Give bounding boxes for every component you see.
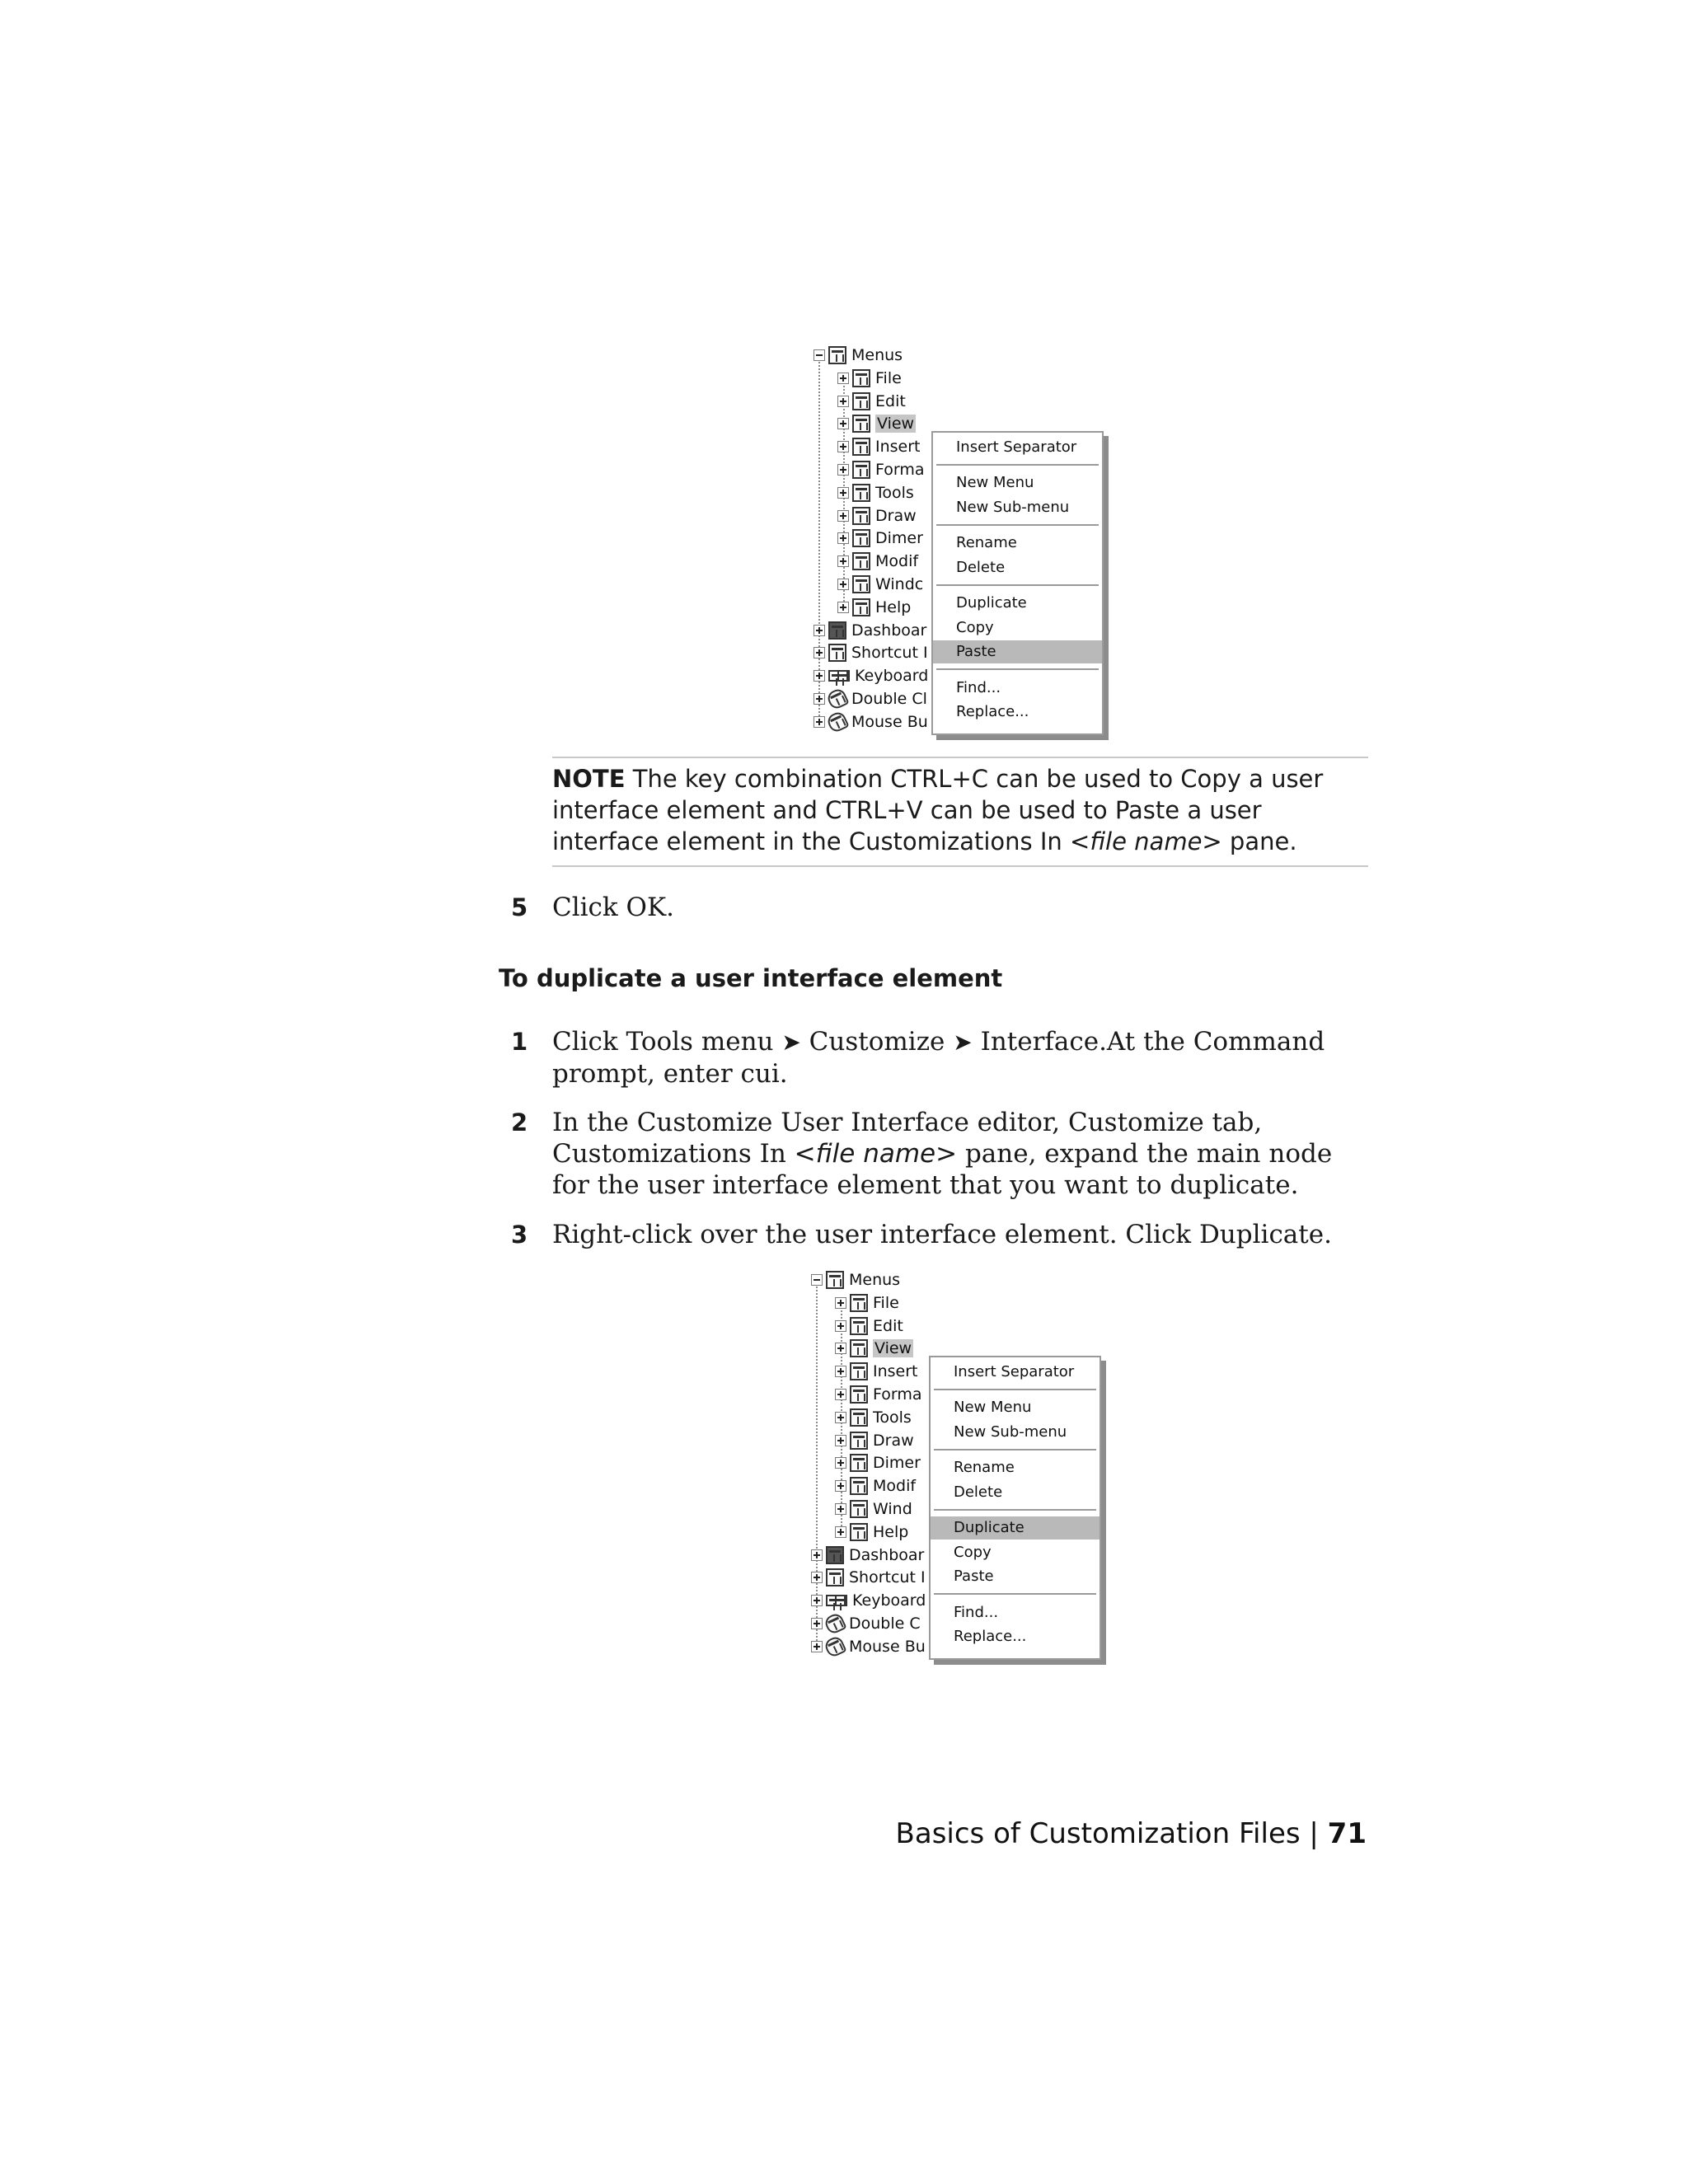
menu-item-find[interactable]: Find... [956, 678, 1001, 696]
tree-node-forma[interactable] [837, 459, 925, 480]
menu-icon [850, 1454, 868, 1472]
tree-node-view[interactable] [837, 413, 916, 434]
expand-plus-icon[interactable] [814, 647, 825, 658]
menu-separator [934, 1389, 1096, 1390]
menu-icon [850, 1385, 868, 1404]
expand-plus-icon[interactable] [835, 1526, 846, 1538]
expand-plus-icon[interactable] [814, 625, 825, 636]
tree-node-label: Keyboard [855, 667, 929, 686]
dashboard-icon [828, 621, 846, 640]
tree-node-label: Shortcut I [851, 644, 928, 663]
menu-arrow-icon: ➤ [953, 1029, 973, 1056]
menu-icon [852, 598, 870, 616]
expand-plus-icon[interactable] [811, 1595, 823, 1606]
dashboard-icon [826, 1546, 844, 1564]
page-number: 71 [1327, 1817, 1367, 1850]
double-click-icon [823, 1611, 846, 1635]
menu-icon [852, 507, 870, 525]
expand-plus-icon[interactable] [835, 1412, 846, 1423]
step-2-text-1: In the Customize User Interface editor, Customize tab, Customizations In [552, 1108, 1263, 1169]
expand-plus-icon[interactable] [835, 1503, 846, 1515]
step-1-text-b: Customize [800, 1027, 954, 1057]
menu-item-new-menu[interactable]: New Menu [956, 474, 1034, 491]
expand-plus-icon[interactable] [837, 555, 849, 567]
tree-node-label: Dashboar [851, 621, 927, 640]
expand-plus-icon[interactable] [814, 693, 825, 705]
tree-node-file[interactable] [837, 368, 902, 389]
tree-node-draw[interactable] [835, 1430, 914, 1451]
expand-plus-icon[interactable] [837, 441, 849, 452]
menu-item-delete[interactable]: Delete [954, 1483, 1003, 1501]
tree-node-label: Shortcut I [849, 1568, 926, 1587]
expand-plus-icon[interactable] [811, 1618, 823, 1629]
tree-node-insert[interactable] [837, 436, 921, 457]
expand-plus-icon[interactable] [811, 1549, 823, 1561]
tree-node-file[interactable] [835, 1292, 899, 1314]
tree-node-keyboard[interactable] [814, 665, 928, 687]
menu-item-copy[interactable]: Copy [954, 1543, 992, 1561]
menu-icon [850, 1362, 868, 1380]
expand-plus-icon[interactable] [835, 1457, 846, 1469]
tree-node-label: Modif [875, 552, 919, 571]
menu-icon [850, 1432, 868, 1450]
step-number: 3 [511, 1221, 528, 1249]
note-text-2: pane. [1221, 827, 1297, 855]
expand-plus-icon[interactable] [814, 670, 825, 682]
expand-plus-icon[interactable] [837, 487, 849, 499]
tree-node-label: Double Cl [851, 690, 927, 708]
footer-title: Basics of Customization Files [895, 1817, 1301, 1850]
collapse-minus-icon[interactable] [814, 349, 825, 361]
tree-node-label: Dimer [873, 1454, 921, 1473]
menu-icon [852, 392, 870, 410]
tree-node-keyboard[interactable] [811, 1590, 926, 1611]
menu-separator [936, 584, 1099, 586]
menu-separator [936, 464, 1099, 466]
menu-separator [936, 668, 1099, 670]
tree-node-label: Dimer [875, 529, 923, 548]
menu-arrow-icon: ➤ [781, 1029, 801, 1056]
expand-plus-icon[interactable] [837, 579, 849, 590]
step-text: Right-click over the user interface element. Click Duplicate. [552, 1220, 1332, 1249]
step-1-text-a: Click Tools menu [552, 1027, 782, 1057]
menu-icon [850, 1339, 868, 1357]
menu-item-new-sub-menu[interactable]: New Sub-menu [954, 1422, 1067, 1441]
expand-plus-icon[interactable] [837, 510, 849, 522]
tree-node-label: Double C [849, 1615, 921, 1633]
menu-icon [850, 1317, 868, 1335]
step-1-text-c: Interface.At the Command prompt, enter cui. [552, 1027, 1325, 1089]
tree-node-label: Menus [849, 1271, 901, 1289]
collapse-minus-icon[interactable] [811, 1274, 823, 1286]
menu-item-new-sub-menu[interactable]: New Sub-menu [956, 498, 1070, 516]
tree-node-menus[interactable] [814, 344, 903, 366]
menu-icon [850, 1477, 868, 1495]
tree-node-label: Forma [875, 461, 925, 479]
tree-node-modif[interactable] [835, 1475, 916, 1497]
shortcut-icon [826, 1568, 844, 1586]
tree-node-label: Windc [875, 575, 924, 593]
menu-icon [852, 415, 870, 433]
menu-icon [852, 529, 870, 547]
tree-node-dimer[interactable] [835, 1452, 921, 1474]
mouse-icon [825, 710, 849, 733]
tree-node-shortcut-i[interactable] [814, 642, 928, 663]
tree-node-label: View [874, 1339, 912, 1358]
tree-node-label: Insert [873, 1362, 918, 1381]
tree-node-label: Menus [851, 346, 903, 364]
tree-node-dashboar[interactable] [814, 620, 926, 641]
tree-node-label: View [877, 415, 915, 434]
menu-separator [934, 1593, 1096, 1595]
tree-node-label: Modif [873, 1477, 917, 1496]
expand-plus-icon[interactable] [811, 1572, 823, 1583]
tree-node-draw[interactable] [837, 505, 917, 527]
tree-node-double-cl[interactable] [814, 688, 927, 710]
keyboard-icon [828, 670, 850, 682]
tree-node-shortcut-i[interactable] [811, 1567, 926, 1588]
tree-node-label: Draw [873, 1431, 914, 1450]
step-2-text-2: pane, expand the main node for the user interface element that you want to duplicate. [552, 1139, 1333, 1200]
tree-node-edit[interactable] [837, 391, 906, 412]
note-text-1: The key combination CTRL+C can be used to Copy a user interface element and CTRL+V can be used to Paste a user interface element in the Customizations In [552, 765, 1324, 855]
keyboard-icon [826, 1595, 847, 1606]
tree-node-dashboar[interactable] [811, 1544, 924, 1566]
step-number: 5 [511, 893, 528, 921]
tree-node-edit[interactable] [835, 1315, 903, 1337]
menu-separator [934, 1449, 1096, 1451]
page-footer [896, 1817, 1367, 1850]
menu-icon [850, 1500, 868, 1518]
tree-node-double-c[interactable] [811, 1613, 921, 1634]
tree-node-label: Edit [873, 1316, 903, 1335]
menu-item-paste[interactable]: Paste [954, 1568, 994, 1585]
footer-separator: | [1309, 1817, 1319, 1850]
tree-node-windc[interactable] [837, 574, 923, 595]
menu-item-find[interactable]: Find... [954, 1603, 999, 1621]
context-menu [929, 1356, 1101, 1660]
note-label: NOTE [552, 765, 626, 793]
customizations-tree [809, 1269, 929, 1669]
tree-node-tools[interactable] [837, 482, 914, 504]
menu-icon [852, 552, 870, 570]
tree-node-label: Dashboar [849, 1545, 925, 1564]
tree-node-label: Forma [873, 1385, 922, 1404]
tree-node-label: Tools [873, 1408, 912, 1427]
tree-node-help[interactable] [837, 597, 911, 618]
expand-plus-icon[interactable] [835, 1366, 846, 1377]
customization-tree-screenshot-duplicate [809, 1269, 1123, 1669]
procedure-heading: To duplicate a user interface element [499, 964, 1003, 992]
tree-node-mouse-bu[interactable] [811, 1636, 926, 1657]
menu-icon [850, 1523, 868, 1541]
customizations-tree [812, 344, 931, 744]
tree-node-label: Mouse Bu [849, 1637, 926, 1656]
menu-item-replace[interactable]: Replace... [956, 703, 1029, 720]
menu-group-icon [826, 1271, 844, 1289]
tree-node-tools[interactable] [835, 1407, 912, 1428]
menu-icon [850, 1294, 868, 1312]
menu-item-insert-separator[interactable]: Insert Separator [954, 1362, 1075, 1380]
menu-item-replace[interactable]: Replace... [954, 1628, 1027, 1645]
expand-plus-icon[interactable] [837, 396, 849, 407]
menu-item-duplicate[interactable]: Duplicate [956, 594, 1027, 612]
tree-node-label: Keyboard [852, 1591, 926, 1610]
expand-plus-icon[interactable] [837, 602, 849, 613]
menu-icon [852, 438, 870, 456]
menu-group-icon [828, 346, 846, 364]
tree-node-label: Edit [875, 391, 906, 410]
step-text: Click OK. [552, 893, 674, 922]
tree-node-wind[interactable] [835, 1498, 912, 1520]
menu-icon [852, 575, 870, 593]
expand-plus-icon[interactable] [837, 532, 849, 544]
expand-plus-icon[interactable] [837, 464, 849, 476]
tree-node-label: Help [875, 598, 912, 616]
tree-node-label: Insert [875, 438, 921, 457]
menu-item-rename[interactable]: Rename [956, 534, 1017, 551]
expand-plus-icon[interactable] [835, 1435, 846, 1446]
step-number: 1 [511, 1028, 528, 1056]
step-2-file-name: <file name> [794, 1139, 958, 1169]
expand-plus-icon[interactable] [835, 1389, 846, 1400]
tree-node-insert[interactable] [835, 1361, 918, 1382]
menu-icon [852, 484, 870, 502]
note-file-name: <file name> [1070, 827, 1222, 855]
customization-tree-screenshot-paste [812, 344, 1125, 744]
tree-node-view[interactable] [835, 1338, 913, 1359]
context-menu [931, 431, 1104, 735]
menu-icon [852, 369, 870, 387]
tree-node-mouse-bu[interactable] [814, 711, 928, 733]
expand-plus-icon[interactable] [835, 1480, 846, 1492]
menu-icon [852, 461, 870, 479]
note-box [552, 757, 1368, 867]
menu-icon [850, 1408, 868, 1427]
tree-node-modif[interactable] [837, 551, 918, 572]
menu-item-new-menu[interactable]: New Menu [954, 1399, 1032, 1416]
expand-plus-icon[interactable] [811, 1641, 823, 1652]
tree-node-label: File [873, 1293, 899, 1312]
menu-item-copy[interactable]: Copy [956, 618, 994, 636]
menu-item-insert-separator[interactable]: Insert Separator [956, 438, 1077, 456]
expand-plus-icon[interactable] [814, 716, 825, 728]
expand-plus-icon[interactable] [835, 1320, 846, 1332]
tree-node-label: Tools [875, 483, 914, 502]
tree-node-dimer[interactable] [837, 527, 923, 549]
menu-separator [934, 1509, 1096, 1511]
tree-node-label: Help [873, 1522, 909, 1541]
shortcut-icon [828, 644, 846, 662]
menu-item-duplicate[interactable]: Duplicate [931, 1516, 1100, 1540]
double-click-icon [825, 687, 849, 710]
expand-plus-icon[interactable] [835, 1297, 846, 1309]
menu-item-delete[interactable]: Delete [956, 558, 1006, 576]
tree-node-label: Wind [873, 1500, 912, 1518]
expand-plus-icon[interactable] [837, 373, 849, 384]
step-number: 2 [511, 1108, 528, 1137]
expand-plus-icon[interactable] [837, 418, 849, 429]
tree-node-label: Mouse Bu [851, 712, 928, 731]
menu-item-rename[interactable]: Rename [954, 1459, 1015, 1476]
menu-item-paste[interactable]: Paste [933, 640, 1102, 663]
tree-node-label: File [875, 368, 902, 387]
mouse-icon [823, 1634, 846, 1658]
tree-node-forma[interactable] [835, 1384, 922, 1405]
tree-node-menus[interactable] [811, 1269, 900, 1291]
tree-node-help[interactable] [835, 1521, 908, 1543]
tree-node-label: Draw [875, 506, 917, 525]
menu-separator [936, 524, 1099, 526]
expand-plus-icon[interactable] [835, 1343, 846, 1354]
